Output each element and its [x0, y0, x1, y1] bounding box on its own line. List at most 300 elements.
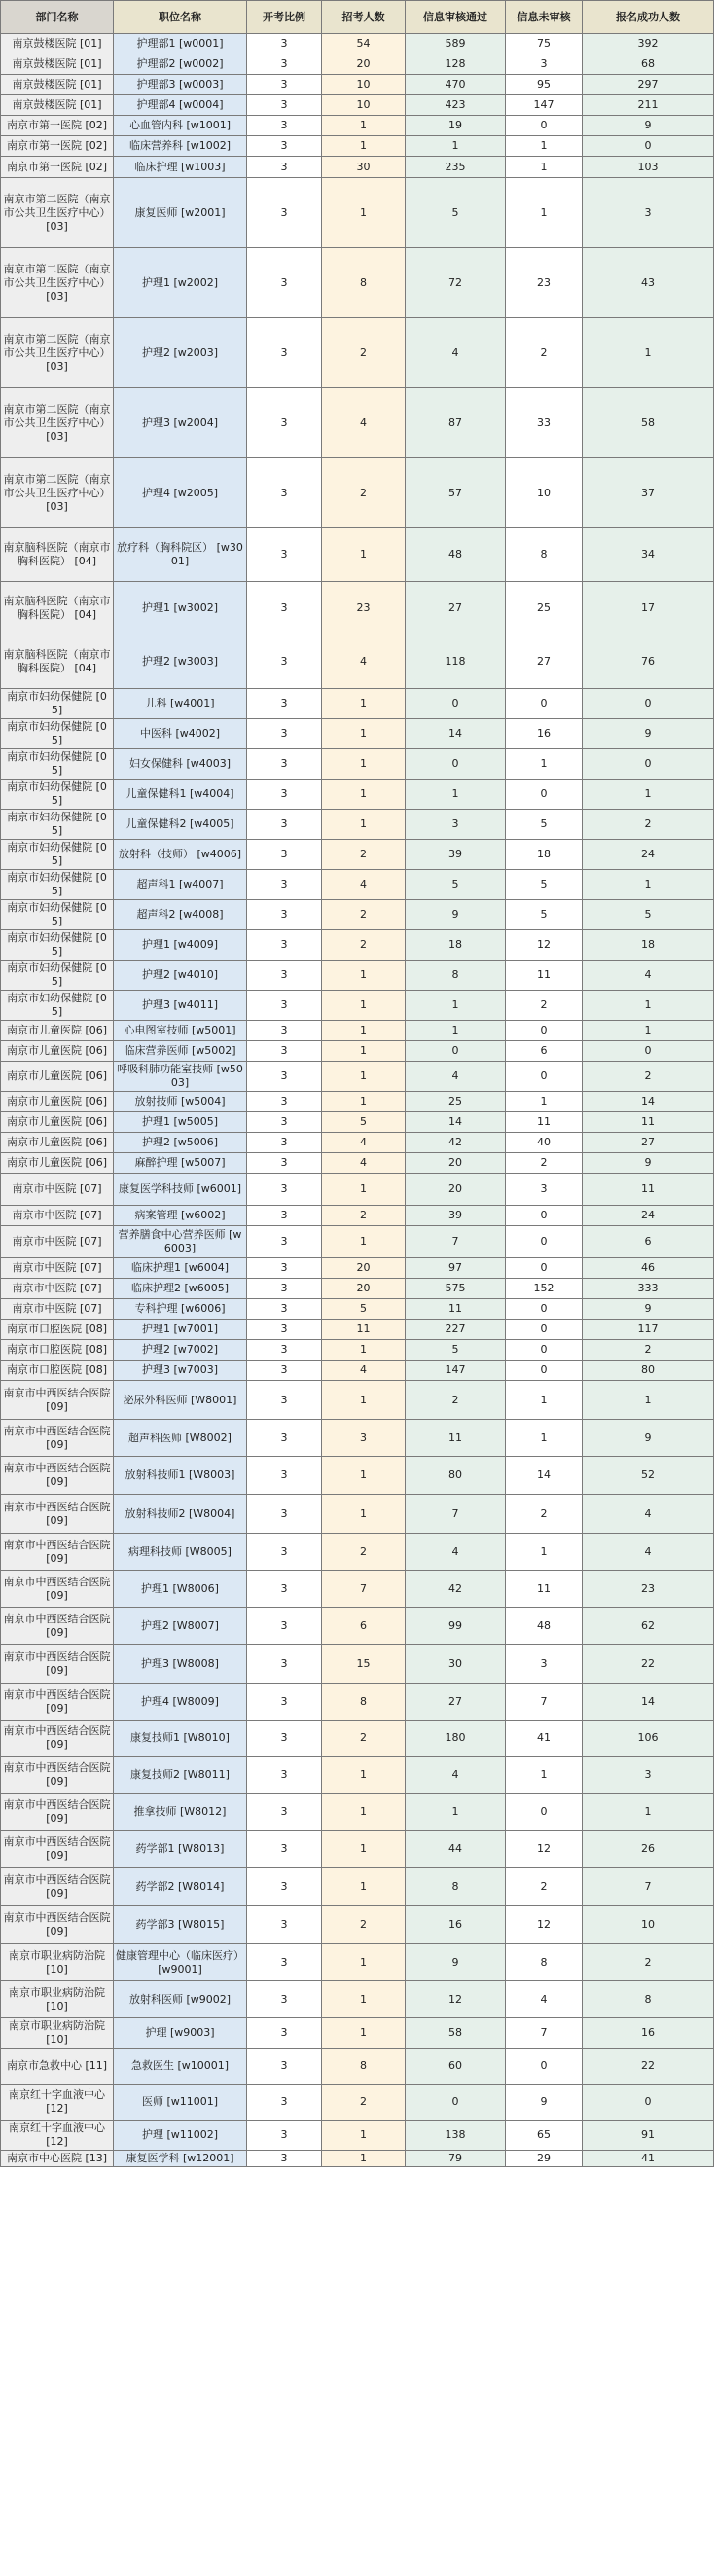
cell-review-passed: 30: [406, 1645, 506, 1684]
cell-review-passed: 79: [406, 2151, 506, 2167]
cell-review-passed: 1: [406, 1021, 506, 1041]
cell-position: 麻醉护理 [w5007]: [114, 1153, 247, 1174]
cell-not-reviewed: 0: [506, 2049, 583, 2085]
cell-registered-count: 24: [583, 1206, 714, 1226]
table-body: [1, 34, 714, 2167]
cell-exam-ratio: 3: [247, 1534, 322, 1571]
cell-not-reviewed: 11: [506, 1571, 583, 1608]
cell-exam-ratio: 3: [247, 2049, 322, 2085]
cell-review-passed: 227: [406, 1320, 506, 1340]
cell-recruit-count: 6: [322, 1608, 406, 1645]
cell-recruit-count: 54: [322, 34, 406, 54]
cell-department: 南京市第二医院（南京市公共卫生医疗中心） [03]: [1, 178, 114, 248]
cell-position: 妇女保健科 [w4003]: [114, 749, 247, 780]
column-header-registered-count: 报名成功人数: [583, 1, 714, 34]
cell-exam-ratio: 3: [247, 689, 322, 719]
cell-department: 南京市中医院 [07]: [1, 1226, 114, 1258]
cell-department: 南京市第二医院（南京市公共卫生医疗中心） [03]: [1, 248, 114, 318]
table-row: [1, 1174, 714, 1206]
cell-not-reviewed: 2: [506, 1153, 583, 1174]
cell-exam-ratio: 3: [247, 34, 322, 54]
cell-not-reviewed: 0: [506, 1206, 583, 1226]
cell-registered-count: 2: [583, 1062, 714, 1092]
cell-position: 急救医生 [w10001]: [114, 2049, 247, 2085]
cell-registered-count: 2: [583, 1944, 714, 1981]
cell-not-reviewed: 25: [506, 582, 583, 635]
cell-not-reviewed: 11: [506, 961, 583, 991]
cell-exam-ratio: 3: [247, 1944, 322, 1981]
cell-department: 南京市中西医结合医院 [09]: [1, 1534, 114, 1571]
cell-department: 南京市第二医院（南京市公共卫生医疗中心） [03]: [1, 458, 114, 528]
table-row: [1, 318, 714, 388]
cell-review-passed: 7: [406, 1495, 506, 1534]
cell-recruit-count: 1: [322, 780, 406, 810]
cell-review-passed: 0: [406, 749, 506, 780]
cell-recruit-count: 20: [322, 1279, 406, 1299]
table-row: [1, 810, 714, 840]
cell-exam-ratio: 3: [247, 116, 322, 136]
table-row: [1, 116, 714, 136]
table-row: [1, 991, 714, 1021]
cell-review-passed: 11: [406, 1420, 506, 1457]
cell-department: 南京市妇幼保健院 [05]: [1, 810, 114, 840]
cell-recruit-count: 1: [322, 116, 406, 136]
cell-exam-ratio: 3: [247, 458, 322, 528]
cell-department: 南京市中西医结合医院 [09]: [1, 1420, 114, 1457]
cell-position: 护理1 [W8006]: [114, 1571, 247, 1608]
table-row: [1, 1361, 714, 1381]
table-row: [1, 1153, 714, 1174]
cell-review-passed: 20: [406, 1174, 506, 1206]
table-row: [1, 1206, 714, 1226]
cell-recruit-count: 1: [322, 2121, 406, 2151]
cell-department: 南京市妇幼保健院 [05]: [1, 689, 114, 719]
cell-registered-count: 5: [583, 900, 714, 930]
cell-recruit-count: 1: [322, 1981, 406, 2018]
table-row: [1, 1457, 714, 1495]
cell-not-reviewed: 29: [506, 2151, 583, 2167]
cell-recruit-count: 2: [322, 1534, 406, 1571]
cell-not-reviewed: 8: [506, 1944, 583, 1981]
cell-registered-count: 10: [583, 1906, 714, 1944]
table-row: [1, 1279, 714, 1299]
table-row: [1, 689, 714, 719]
table-row: [1, 719, 714, 749]
cell-review-passed: 16: [406, 1906, 506, 1944]
cell-department: 南京市口腔医院 [08]: [1, 1320, 114, 1340]
cell-recruit-count: 1: [322, 1021, 406, 1041]
cell-position: 临床护理 [w1003]: [114, 157, 247, 178]
table-row: [1, 1906, 714, 1944]
cell-exam-ratio: 3: [247, 136, 322, 157]
cell-registered-count: 333: [583, 1279, 714, 1299]
cell-review-passed: 72: [406, 248, 506, 318]
cell-position: 健康管理中心（临床医疗） [w9001]: [114, 1944, 247, 1981]
table-row: [1, 388, 714, 458]
cell-position: 护理3 [w4011]: [114, 991, 247, 1021]
cell-position: 中医科 [w4002]: [114, 719, 247, 749]
cell-recruit-count: 2: [322, 930, 406, 961]
table-row: [1, 1757, 714, 1794]
cell-not-reviewed: 65: [506, 2121, 583, 2151]
cell-department: 南京市中医院 [07]: [1, 1206, 114, 1226]
table-row: [1, 780, 714, 810]
cell-department: 南京市中西医结合医院 [09]: [1, 1721, 114, 1757]
cell-department: 南京市第二医院（南京市公共卫生医疗中心） [03]: [1, 318, 114, 388]
cell-department: 南京市第一医院 [02]: [1, 136, 114, 157]
cell-review-passed: 1: [406, 991, 506, 1021]
cell-recruit-count: 30: [322, 157, 406, 178]
cell-exam-ratio: 3: [247, 1092, 322, 1112]
table-row: [1, 2121, 714, 2151]
cell-not-reviewed: 23: [506, 248, 583, 318]
cell-not-reviewed: 27: [506, 635, 583, 689]
table-row: [1, 1608, 714, 1645]
cell-registered-count: 26: [583, 1831, 714, 1868]
cell-not-reviewed: 0: [506, 689, 583, 719]
cell-exam-ratio: 3: [247, 1041, 322, 1062]
cell-exam-ratio: 3: [247, 930, 322, 961]
cell-registered-count: 37: [583, 458, 714, 528]
cell-department: 南京鼓楼医院 [01]: [1, 75, 114, 95]
cell-position: 心血管内科 [w1001]: [114, 116, 247, 136]
cell-review-passed: 39: [406, 1206, 506, 1226]
cell-exam-ratio: 3: [247, 1684, 322, 1721]
cell-registered-count: 27: [583, 1133, 714, 1153]
cell-registered-count: 16: [583, 2018, 714, 2049]
cell-department: 南京市中西医结合医院 [09]: [1, 1571, 114, 1608]
column-header-recruit-count: 招考人数: [322, 1, 406, 34]
cell-exam-ratio: 3: [247, 1361, 322, 1381]
table-row: [1, 2049, 714, 2085]
cell-exam-ratio: 3: [247, 248, 322, 318]
cell-not-reviewed: 18: [506, 840, 583, 870]
cell-recruit-count: 1: [322, 1457, 406, 1495]
cell-review-passed: 589: [406, 34, 506, 54]
cell-department: 南京市儿童医院 [06]: [1, 1133, 114, 1153]
cell-exam-ratio: 3: [247, 991, 322, 1021]
cell-not-reviewed: 1: [506, 1420, 583, 1457]
cell-exam-ratio: 3: [247, 1206, 322, 1226]
cell-recruit-count: 8: [322, 1684, 406, 1721]
cell-registered-count: 0: [583, 1041, 714, 1062]
cell-position: 护理2 [w3003]: [114, 635, 247, 689]
cell-not-reviewed: 2: [506, 1495, 583, 1534]
cell-recruit-count: 1: [322, 961, 406, 991]
cell-recruit-count: 2: [322, 318, 406, 388]
cell-department: 南京市儿童医院 [06]: [1, 1041, 114, 1062]
cell-not-reviewed: 0: [506, 1320, 583, 1340]
cell-exam-ratio: 3: [247, 388, 322, 458]
cell-review-passed: 470: [406, 75, 506, 95]
cell-recruit-count: 1: [322, 1340, 406, 1361]
cell-department: 南京市中医院 [07]: [1, 1174, 114, 1206]
cell-recruit-count: 23: [322, 582, 406, 635]
column-header-department: 部门名称: [1, 1, 114, 34]
cell-recruit-count: 2: [322, 840, 406, 870]
cell-not-reviewed: 0: [506, 1340, 583, 1361]
cell-position: 护理2 [w7002]: [114, 1340, 247, 1361]
cell-position: 心电图室技师 [w5001]: [114, 1021, 247, 1041]
cell-department: 南京市中西医结合医院 [09]: [1, 1868, 114, 1906]
cell-exam-ratio: 3: [247, 2018, 322, 2049]
cell-review-passed: 1: [406, 780, 506, 810]
table-row: [1, 2018, 714, 2049]
cell-not-reviewed: 1: [506, 749, 583, 780]
cell-registered-count: 1: [583, 318, 714, 388]
cell-recruit-count: 1: [322, 1794, 406, 1831]
cell-department: 南京市第二医院（南京市公共卫生医疗中心） [03]: [1, 388, 114, 458]
cell-department: 南京市妇幼保健院 [05]: [1, 719, 114, 749]
cell-review-passed: 18: [406, 930, 506, 961]
cell-position: 护理3 [w7003]: [114, 1361, 247, 1381]
cell-position: 康复医学科 [w12001]: [114, 2151, 247, 2167]
cell-position: 病案管理 [w6002]: [114, 1206, 247, 1226]
cell-review-passed: 235: [406, 157, 506, 178]
cell-registered-count: 117: [583, 1320, 714, 1340]
cell-registered-count: 34: [583, 528, 714, 582]
cell-exam-ratio: 3: [247, 157, 322, 178]
cell-position: 泌尿外科医师 [W8001]: [114, 1381, 247, 1420]
cell-registered-count: 0: [583, 749, 714, 780]
cell-exam-ratio: 3: [247, 1279, 322, 1299]
cell-review-passed: 27: [406, 582, 506, 635]
table-row: [1, 870, 714, 900]
cell-review-passed: 1: [406, 136, 506, 157]
cell-registered-count: 14: [583, 1092, 714, 1112]
cell-review-passed: 20: [406, 1153, 506, 1174]
cell-review-passed: 5: [406, 1340, 506, 1361]
cell-recruit-count: 2: [322, 1906, 406, 1944]
cell-exam-ratio: 3: [247, 635, 322, 689]
table-row: [1, 1299, 714, 1320]
cell-department: 南京市儿童医院 [06]: [1, 1092, 114, 1112]
cell-recruit-count: 1: [322, 1868, 406, 1906]
cell-review-passed: 14: [406, 719, 506, 749]
cell-recruit-count: 2: [322, 1206, 406, 1226]
cell-recruit-count: 1: [322, 991, 406, 1021]
cell-position: 护理3 [W8008]: [114, 1645, 247, 1684]
cell-position: 康复技师2 [W8011]: [114, 1757, 247, 1794]
cell-recruit-count: 8: [322, 248, 406, 318]
cell-recruit-count: 1: [322, 136, 406, 157]
cell-registered-count: 24: [583, 840, 714, 870]
table-row: [1, 1571, 714, 1608]
column-header-exam-ratio: 开考比例: [247, 1, 322, 34]
table-row: [1, 2151, 714, 2167]
cell-recruit-count: 1: [322, 1831, 406, 1868]
cell-department: 南京市第一医院 [02]: [1, 116, 114, 136]
cell-recruit-count: 1: [322, 1495, 406, 1534]
cell-registered-count: 11: [583, 1112, 714, 1133]
cell-exam-ratio: 3: [247, 1299, 322, 1320]
cell-position: 超声科2 [w4008]: [114, 900, 247, 930]
table-row: [1, 749, 714, 780]
cell-recruit-count: 1: [322, 810, 406, 840]
cell-department: 南京市妇幼保健院 [05]: [1, 749, 114, 780]
cell-not-reviewed: 12: [506, 1906, 583, 1944]
cell-not-reviewed: 12: [506, 930, 583, 961]
cell-registered-count: 1: [583, 1794, 714, 1831]
cell-exam-ratio: 3: [247, 1112, 322, 1133]
cell-exam-ratio: 3: [247, 1495, 322, 1534]
cell-review-passed: 87: [406, 388, 506, 458]
cell-review-passed: 42: [406, 1133, 506, 1153]
table-row: [1, 1721, 714, 1757]
cell-review-passed: 60: [406, 2049, 506, 2085]
cell-position: 放射科技师2 [W8004]: [114, 1495, 247, 1534]
cell-recruit-count: 4: [322, 635, 406, 689]
cell-recruit-count: 3: [322, 1420, 406, 1457]
cell-position: 医师 [w11001]: [114, 2085, 247, 2121]
cell-position: 护理2 [w4010]: [114, 961, 247, 991]
cell-registered-count: 1: [583, 780, 714, 810]
cell-not-reviewed: 6: [506, 1041, 583, 1062]
cell-not-reviewed: 33: [506, 388, 583, 458]
cell-registered-count: 3: [583, 1757, 714, 1794]
cell-department: 南京市中医院 [07]: [1, 1279, 114, 1299]
cell-position: 护理部4 [w0004]: [114, 95, 247, 116]
cell-registered-count: 9: [583, 719, 714, 749]
cell-exam-ratio: 3: [247, 2151, 322, 2167]
table-row: [1, 528, 714, 582]
cell-position: 护理部2 [w0002]: [114, 54, 247, 75]
cell-position: 放疗科（胸科院区） [w3001]: [114, 528, 247, 582]
cell-recruit-count: 1: [322, 719, 406, 749]
cell-exam-ratio: 3: [247, 318, 322, 388]
cell-position: 护理1 [w2002]: [114, 248, 247, 318]
table-row: [1, 840, 714, 870]
cell-registered-count: 9: [583, 1420, 714, 1457]
cell-position: 病理科技师 [W8005]: [114, 1534, 247, 1571]
cell-not-reviewed: 2: [506, 1868, 583, 1906]
table-row: [1, 1092, 714, 1112]
cell-position: 临床营养医师 [w5002]: [114, 1041, 247, 1062]
cell-recruit-count: 15: [322, 1645, 406, 1684]
cell-registered-count: 62: [583, 1608, 714, 1645]
cell-exam-ratio: 3: [247, 1062, 322, 1092]
cell-registered-count: 6: [583, 1226, 714, 1258]
cell-department: 南京市儿童医院 [06]: [1, 1112, 114, 1133]
cell-registered-count: 1: [583, 1021, 714, 1041]
cell-registered-count: 7: [583, 1868, 714, 1906]
cell-not-reviewed: 1: [506, 136, 583, 157]
cell-position: 康复医学科技师 [w6001]: [114, 1174, 247, 1206]
cell-department: 南京市中西医结合医院 [09]: [1, 1684, 114, 1721]
cell-position: 护理部3 [w0003]: [114, 75, 247, 95]
cell-review-passed: 97: [406, 1258, 506, 1279]
cell-exam-ratio: 3: [247, 1906, 322, 1944]
cell-position: 护理1 [w7001]: [114, 1320, 247, 1340]
cell-recruit-count: 1: [322, 2151, 406, 2167]
cell-review-passed: 2: [406, 1381, 506, 1420]
cell-registered-count: 0: [583, 689, 714, 719]
cell-position: 护理2 [W8007]: [114, 1608, 247, 1645]
cell-registered-count: 0: [583, 2085, 714, 2121]
cell-registered-count: 2: [583, 810, 714, 840]
table-row: [1, 1831, 714, 1868]
cell-registered-count: 11: [583, 1174, 714, 1206]
table-row: [1, 1794, 714, 1831]
cell-position: 康复技师1 [W8010]: [114, 1721, 247, 1757]
table-row: [1, 1226, 714, 1258]
table-row: [1, 1495, 714, 1534]
cell-registered-count: 9: [583, 1299, 714, 1320]
cell-position: 护理 [w9003]: [114, 2018, 247, 2049]
cell-department: 南京市中西医结合医院 [09]: [1, 1608, 114, 1645]
cell-registered-count: 23: [583, 1571, 714, 1608]
cell-department: 南京市儿童医院 [06]: [1, 1153, 114, 1174]
table-row: [1, 458, 714, 528]
cell-review-passed: 4: [406, 1757, 506, 1794]
cell-not-reviewed: 11: [506, 1112, 583, 1133]
cell-not-reviewed: 1: [506, 1381, 583, 1420]
cell-review-passed: 9: [406, 900, 506, 930]
cell-review-passed: 48: [406, 528, 506, 582]
cell-review-passed: 0: [406, 689, 506, 719]
cell-position: 专科护理 [w6006]: [114, 1299, 247, 1320]
cell-registered-count: 211: [583, 95, 714, 116]
cell-registered-count: 2: [583, 1340, 714, 1361]
cell-department: 南京脑科医院（南京市胸科医院） [04]: [1, 582, 114, 635]
cell-review-passed: 58: [406, 2018, 506, 2049]
table-row: [1, 54, 714, 75]
cell-registered-count: 52: [583, 1457, 714, 1495]
cell-not-reviewed: 3: [506, 54, 583, 75]
table-header-row: [1, 1, 714, 34]
cell-department: 南京市妇幼保健院 [05]: [1, 900, 114, 930]
cell-recruit-count: 1: [322, 1062, 406, 1092]
cell-recruit-count: 8: [322, 2049, 406, 2085]
cell-not-reviewed: 75: [506, 34, 583, 54]
cell-exam-ratio: 3: [247, 1420, 322, 1457]
cell-not-reviewed: 8: [506, 528, 583, 582]
cell-exam-ratio: 3: [247, 582, 322, 635]
cell-review-passed: 423: [406, 95, 506, 116]
cell-department: 南京市中西医结合医院 [09]: [1, 1381, 114, 1420]
table-row: [1, 1534, 714, 1571]
cell-exam-ratio: 3: [247, 900, 322, 930]
cell-not-reviewed: 0: [506, 1062, 583, 1092]
table-row: [1, 635, 714, 689]
cell-position: 临床护理1 [w6004]: [114, 1258, 247, 1279]
cell-exam-ratio: 3: [247, 1258, 322, 1279]
cell-not-reviewed: 0: [506, 1021, 583, 1041]
cell-registered-count: 1: [583, 870, 714, 900]
cell-exam-ratio: 3: [247, 1831, 322, 1868]
cell-not-reviewed: 5: [506, 810, 583, 840]
cell-review-passed: 147: [406, 1361, 506, 1381]
table-row: [1, 1320, 714, 1340]
cell-position: 护理 [w11002]: [114, 2121, 247, 2151]
table-row: [1, 582, 714, 635]
cell-registered-count: 14: [583, 1684, 714, 1721]
cell-exam-ratio: 3: [247, 1981, 322, 2018]
cell-department: 南京市中西医结合医院 [09]: [1, 1495, 114, 1534]
cell-exam-ratio: 3: [247, 1571, 322, 1608]
cell-not-reviewed: 95: [506, 75, 583, 95]
cell-department: 南京市中医院 [07]: [1, 1299, 114, 1320]
cell-review-passed: 57: [406, 458, 506, 528]
cell-department: 南京市中心医院 [13]: [1, 2151, 114, 2167]
cell-exam-ratio: 3: [247, 528, 322, 582]
cell-position: 护理2 [w2003]: [114, 318, 247, 388]
table-row: [1, 34, 714, 54]
cell-position: 放射科技师1 [W8003]: [114, 1457, 247, 1495]
cell-department: 南京市急救中心 [11]: [1, 2049, 114, 2085]
cell-exam-ratio: 3: [247, 1021, 322, 1041]
table-row: [1, 900, 714, 930]
